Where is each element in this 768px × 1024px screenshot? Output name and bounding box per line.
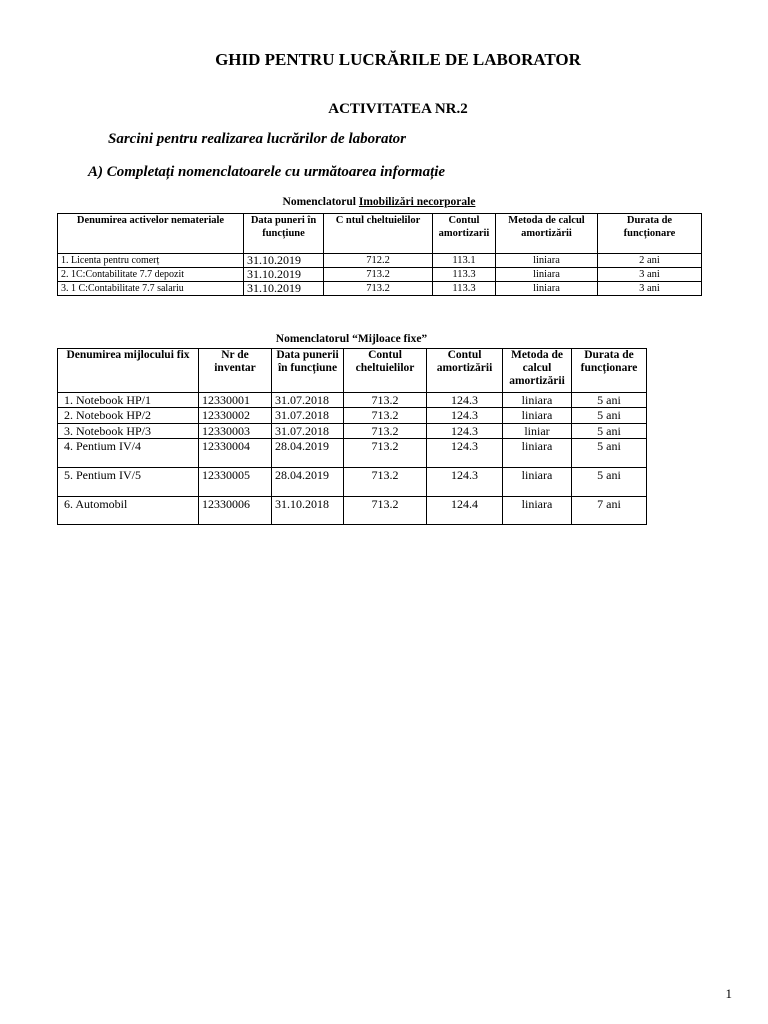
table-cell: 31.07.2018 xyxy=(272,424,344,439)
table-row xyxy=(58,468,647,497)
table-cell: 31.10.2019 xyxy=(244,254,324,268)
table-cell: liniara xyxy=(503,408,572,424)
intangible-assets-table xyxy=(57,213,702,296)
table-cell: 5 ani xyxy=(572,439,647,468)
table-cell: 12330004 xyxy=(199,439,272,468)
table-header-cell: Data puneri în funcțiune xyxy=(244,214,324,254)
table-cell: 31.10.2019 xyxy=(244,282,324,296)
table-cell: 3. Notebook HP/3 xyxy=(58,424,199,439)
table-header-cell: Denumirea mijlocului fix xyxy=(58,349,199,393)
table-cell: 5. Pentium IV/5 xyxy=(58,468,199,497)
table-header-cell: Contul amortizarii xyxy=(433,214,496,254)
table-cell: 113.3 xyxy=(433,282,496,296)
table-header-cell: C ntul cheltuielilor xyxy=(324,214,433,254)
table-cell: 3. 1 C:Contabilitate 7.7 salariu xyxy=(58,282,244,296)
table-row xyxy=(58,439,647,468)
table-cell: 124.3 xyxy=(427,439,503,468)
table-cell: 2. Notebook HP/2 xyxy=(58,408,199,424)
table-cell: 28.04.2019 xyxy=(272,468,344,497)
table-row xyxy=(58,497,647,525)
table1-caption-name: Imobilizări necorporale xyxy=(358,196,476,208)
subtitle: Sarcini pentru realizarea lucrărilor de laborator xyxy=(108,131,406,147)
table-header-cell: Nr de inventar xyxy=(199,349,272,393)
table-row xyxy=(58,393,647,408)
table-row xyxy=(58,282,702,296)
table1-caption-prefix: Nomenclatorul xyxy=(282,196,359,208)
table-header-row xyxy=(58,214,702,254)
table2-caption-prefix: Nomenclatorul xyxy=(275,333,353,345)
table-cell: 124.3 xyxy=(427,424,503,439)
document-title: GHID PENTRU LUCRĂRILE DE LABORATOR xyxy=(215,50,581,69)
table-header-cell: Durata de funcționare xyxy=(598,214,702,254)
table-header-cell: Metoda de calcul amortizării xyxy=(496,214,598,254)
table-header-cell: Data punerii în funcțiune xyxy=(272,349,344,393)
table-cell: 124.3 xyxy=(427,468,503,497)
table-cell: 113.1 xyxy=(433,254,496,268)
table-header-row xyxy=(58,349,647,393)
table-row xyxy=(58,268,702,282)
table-row xyxy=(58,408,647,424)
table-cell: 713.2 xyxy=(344,408,427,424)
table-cell: 1. Notebook HP/1 xyxy=(58,393,199,408)
table-cell: 7 ani xyxy=(572,497,647,525)
table-header-cell: Contul cheltuielilor xyxy=(344,349,427,393)
table-cell: 31.07.2018 xyxy=(272,393,344,408)
table-cell: liniara xyxy=(503,393,572,408)
table1-caption xyxy=(57,196,701,208)
table-cell: 12330001 xyxy=(199,393,272,408)
table-cell: 12330002 xyxy=(199,408,272,424)
table-header-cell: Metoda de calcul amortizării xyxy=(503,349,572,393)
table-cell: 713.2 xyxy=(324,268,433,282)
table-cell: 113.3 xyxy=(433,268,496,282)
table-cell: 713.2 xyxy=(344,468,427,497)
table-row xyxy=(58,254,702,268)
table-cell: liniara xyxy=(503,468,572,497)
table-cell: 712.2 xyxy=(324,254,433,268)
table-cell: liniar xyxy=(503,424,572,439)
table-cell: 3 ani xyxy=(598,268,702,282)
table-header-cell: Durata de funcționare xyxy=(572,349,647,393)
table-cell: 713.2 xyxy=(344,497,427,525)
table-header-cell: Contul amortizării xyxy=(427,349,503,393)
table-cell: liniara xyxy=(496,268,598,282)
table-cell: 2. 1C:Contabilitate 7.7 depozit xyxy=(58,268,244,282)
table-cell: 5 ani xyxy=(572,393,647,408)
table-cell: 5 ani xyxy=(572,468,647,497)
table-cell: 713.2 xyxy=(344,439,427,468)
table-cell: 4. Pentium IV/4 xyxy=(58,439,199,468)
table-cell: 124.3 xyxy=(427,408,503,424)
table-cell: 124.3 xyxy=(427,393,503,408)
table-cell: 713.2 xyxy=(344,393,427,408)
table-cell: 12330005 xyxy=(199,468,272,497)
table-cell: 31.10.2018 xyxy=(272,497,344,525)
table-cell: liniara xyxy=(496,282,598,296)
table-cell: 5 ani xyxy=(572,424,647,439)
table2-caption-name: “Mijloace fixe” xyxy=(352,333,428,345)
table-cell: 12330003 xyxy=(199,424,272,439)
table-cell: liniara xyxy=(503,439,572,468)
page-number: 1 xyxy=(725,986,732,1001)
table-cell: liniara xyxy=(503,497,572,525)
activity-heading: ACTIVITATEA NR.2 xyxy=(328,101,468,117)
table-cell: 1. Licenta pentru comerț xyxy=(58,254,244,268)
table-row xyxy=(58,424,647,439)
table-header-cell: Denumirea activelor nemateriale xyxy=(58,214,244,254)
table-cell: 2 ani xyxy=(598,254,702,268)
table-cell: 12330006 xyxy=(199,497,272,525)
table-cell: 28.04.2019 xyxy=(272,439,344,468)
table-cell: 124.4 xyxy=(427,497,503,525)
table-cell: 6. Automobil xyxy=(58,497,199,525)
table-cell: 5 ani xyxy=(572,408,647,424)
fixed-assets-table xyxy=(57,348,647,525)
section-a-heading: A) Completați nomenclatoarele cu următoarea informație xyxy=(88,164,446,180)
table-cell: 3 ani xyxy=(598,282,702,296)
table2-caption xyxy=(57,333,646,345)
table-cell: 31.07.2018 xyxy=(272,408,344,424)
table-cell: 713.2 xyxy=(324,282,433,296)
table-cell: liniara xyxy=(496,254,598,268)
table-cell: 713.2 xyxy=(344,424,427,439)
table-cell: 31.10.2019 xyxy=(244,268,324,282)
